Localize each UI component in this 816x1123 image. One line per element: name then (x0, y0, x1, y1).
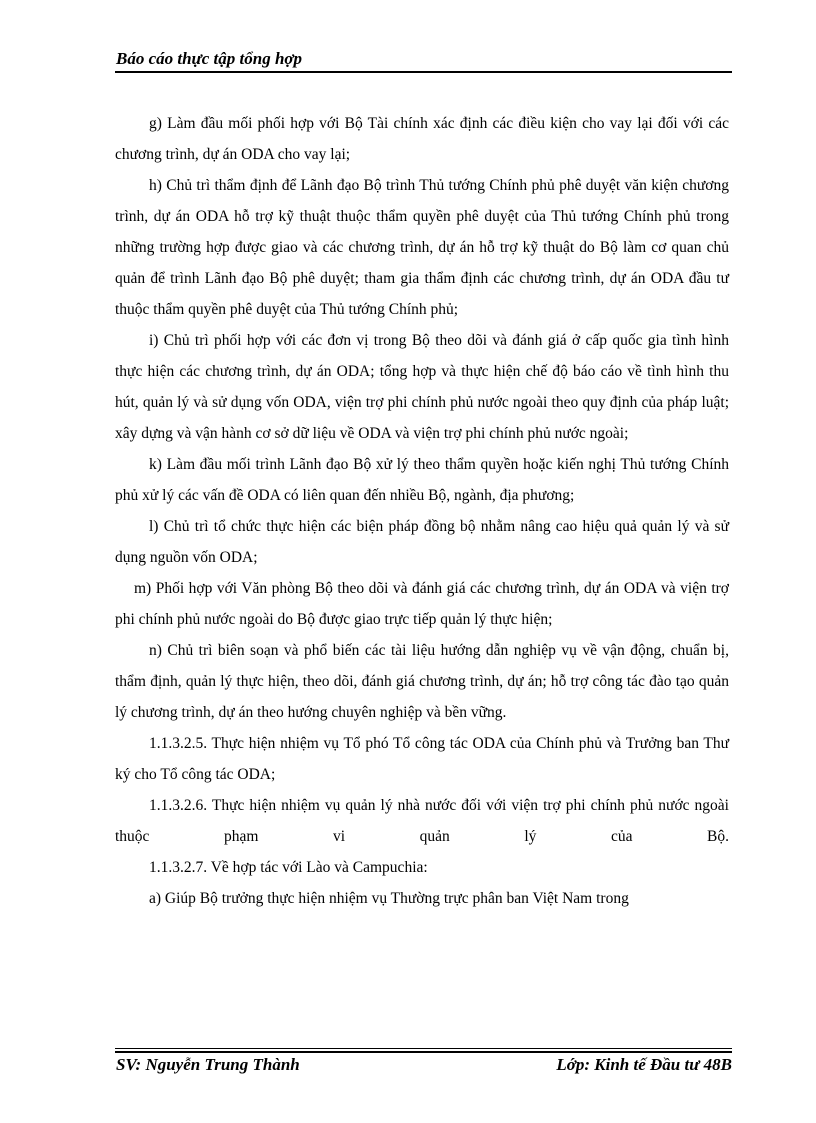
document-body (115, 108, 729, 914)
paragraph-h: h) Chủ trì thẩm định để Lãnh đạo Bộ trình Thủ tướng Chính phủ phê duyệt văn kiện chương trình, dự án ODA hỗ trợ kỹ thuật thuộc thẩm quyền phê duyệt của Thủ tướng Chính phủ trong những trường hợp được giao và các chương trình, dự án hỗ trợ kỹ thuật do Bộ làm cơ quan chủ quản để trình Lãnh đạo Bộ phê duyệt; tham gia thẩm định các chương trình, dự án ODA đầu tư thuộc thẩm quyền phê duyệt của Thủ tướng Chính phủ; (115, 177, 729, 318)
paragraph-i: i) Chủ trì phối hợp với các đơn vị trong Bộ theo dõi và đánh giá ở cấp quốc gia tình hình thực hiện các chương trình, dự án ODA; tổng hợp và thực hiện chế độ báo cáo về tình hình thu hút, quản lý và sử dụng vốn ODA, viện trợ phi chính phủ nước ngoài theo quy định của pháp luật; xây dựng và vận hành cơ sở dữ liệu về ODA và viện trợ phi chính phủ nước ngoài; (115, 332, 729, 442)
paragraph-1-1-3-2-5: 1.1.3.2.5. Thực hiện nhiệm vụ Tổ phó Tổ công tác ODA của Chính phủ và Trưởng ban Thư ký cho Tổ công tác ODA; (115, 735, 729, 783)
footer-class-name: Lớp: Kinh tế Đầu tư 48B (556, 1055, 732, 1074)
footer-student-name: SV: Nguyễn Trung Thành (116, 1055, 300, 1074)
footer-rule-thick (115, 1051, 732, 1053)
paragraph-n: n) Chủ trì biên soạn và phổ biến các tài liệu hướng dẫn nghiệp vụ về vận động, chuẩn bị, thẩm định, quản lý thực hiện, theo dõi, đánh giá chương trình, dự án; hỗ trợ công tác đào tạo quản lý chương trình, dự án theo hướng chuyên nghiệp và bền vững. (115, 642, 729, 721)
page-header-title: Báo cáo thực tập tổng hợp (116, 49, 303, 68)
header-rule (115, 71, 732, 73)
paragraph-g: g) Làm đầu mối phối hợp với Bộ Tài chính xác định các điều kiện cho vay lại đối với các chương trình, dự án ODA cho vay lại; (115, 115, 729, 163)
paragraph-m: m) Phối hợp với Văn phòng Bộ theo dõi và đánh giá các chương trình, dự án ODA và viện trợ phi chính phủ nước ngoài do Bộ được giao trực tiếp quản lý thực hiện; (115, 580, 729, 628)
paragraph-k: k) Làm đầu mối trình Lãnh đạo Bộ xử lý theo thẩm quyền hoặc kiến nghị Thủ tướng Chính phủ xử lý các vấn đề ODA có liên quan đến nhiều Bộ, ngành, địa phương; (115, 456, 729, 504)
paragraph-a: a) Giúp Bộ trưởng thực hiện nhiệm vụ Thường trực phân ban Việt Nam trong (149, 890, 629, 907)
paragraph-1-1-3-2-6: 1.1.3.2.6. Thực hiện nhiệm vụ quản lý nhà nước đối với viện trợ phi chính phủ nước ngoài thuộc phạm vi quản lý của Bộ. (115, 797, 729, 845)
paragraph-l: l) Chủ trì tổ chức thực hiện các biện pháp đồng bộ nhằm nâng cao hiệu quả quản lý và sử dụng nguồn vốn ODA; (115, 518, 729, 566)
paragraph-1-1-3-2-7: 1.1.3.2.7. Về hợp tác với Lào và Campuchia: (149, 859, 428, 876)
footer-rule-thin (115, 1048, 732, 1049)
